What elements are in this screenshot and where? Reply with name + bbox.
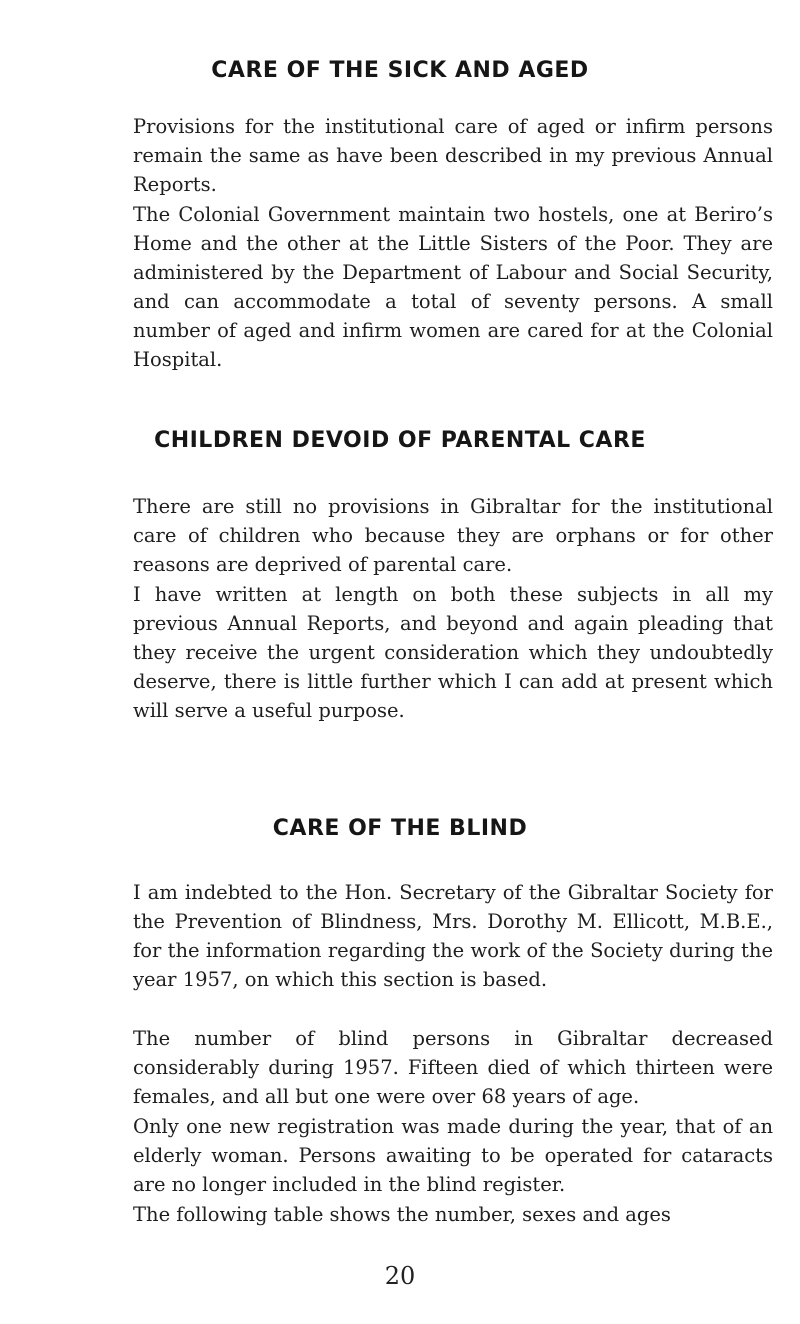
paragraph-previous-reports: I have written at length on both these subjects in all my previous Annual Reports, and beyond and again pleading that they receive the urgent consideration which they undoubtedly deserve, there is little further which I can add at present which will serve a useful purpose. — [133, 583, 773, 722]
heading-children-devoid-of-parental-care: CHILDREN DEVOID OF PARENTAL CARE — [154, 428, 646, 453]
paragraph-colonial-hostels: The Colonial Government maintain two hostels, one at Beriro’s Home and the other at the Little Sisters of the Poor. They are administered by the Department of Labour and Social Security, and can accommodate a total of seventy persons. A small number of aged and infirm women are cared for at the Colonial Hospital. — [133, 203, 773, 371]
heading-care-of-the-blind: CARE OF THE BLIND — [272, 816, 528, 841]
page-number: 20 — [384, 1262, 416, 1290]
paragraph-no-provisions-children: There are still no provisions in Gibraltar for the institutional care of children who because they are orphans or for other reasons are deprived of parental care. — [133, 495, 773, 576]
paragraph-new-registration: Only one new registration was made during the year, that of an elderly woman. Persons awaiting to be operated for cataracts are no longer included in the blind register. — [133, 1115, 773, 1196]
paragraph-institutional-care-provisions: Provisions for the institutional care of aged or infirm persons remain the same as have been described in my previous Annual Reports. — [133, 115, 773, 196]
heading-care-of-sick-and-aged: CARE OF THE SICK AND AGED — [211, 58, 589, 83]
paragraph-following-table: The following table shows the number, sexes and ages — [133, 1203, 671, 1226]
paragraph-blind-persons-decrease: The number of blind persons in Gibraltar decreased considerably during 1957. Fifteen died of which thirteen were females, and all but one were over 68 years of age. — [133, 1027, 773, 1108]
paragraph-acknowledgement-society: I am indebted to the Hon. Secretary of the Gibraltar Society for the Prevention of Blindness, Mrs. Dorothy M. Ellicott, M.B.E., for the information regarding the work of the Society during the year 1957, on which this section is based. — [133, 881, 773, 991]
